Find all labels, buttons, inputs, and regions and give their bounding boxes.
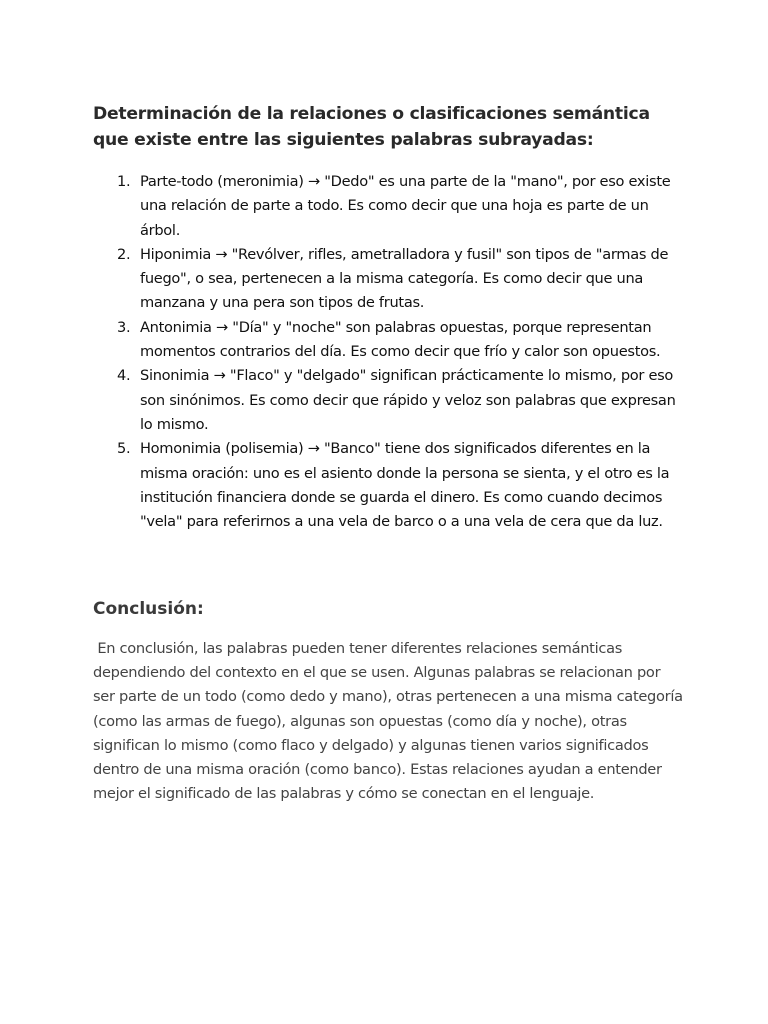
list-item-number: 3. [117,318,131,336]
list-item-text: Parte-todo (meronimia) → "Dedo" es una parte de la "mano", por eso existe una relación de parte a todo. Es como decir que una hoja es parte de un árbol. [140,173,671,239]
list-item [110,170,680,243]
list-item [110,243,680,316]
list-item-number: 5. [117,440,131,458]
list-item [110,364,680,437]
conclusion-heading: Conclusión: [93,599,204,619]
list-item-text: Homonimia (polisemia) → "Banco" tiene dos significados diferentes en la misma oración: uno es el asiento donde la persona se sienta, y el otro es la institución financiera donde se guarda el dinero. Es como cuando decimos "vela" para referirnos a una vela de barco o a una vela de cera que da luz. [140,440,670,531]
list-item-text: Antonimia → "Día" y "noche" son palabras opuestas, porque representan momentos contrarios del día. Es como decir que frío y calor son opuestos. [140,318,661,361]
list-item [110,437,680,534]
semantic-relations-list [110,170,680,534]
list-item-number: 1. [117,173,131,190]
list-item-text: Hiponimia → "Revólver, rifles, ametralladora y fusil" son tipos de "armas de fuego", o sea, pertenecen a la misma categoría. Es como decir que una manzana y una pera son tipos de frutas. [140,245,669,312]
list-item [110,316,680,365]
document-heading: Determinación de la relaciones o clasificaciones semántica que existe entre las siguientes palabras subrayadas: [93,104,650,150]
list-item-number: 4. [117,367,131,385]
conclusion-paragraph: En conclusión, las palabras pueden tener diferentes relaciones semánticas dependiendo del contexto en el que se usen. Algunas palabras se relacionan por ser parte de un todo (como dedo y mano), otras pertenecen a una misma categoría (como las armas de fuego), algunas son opuestas (como día y noche), otras significan lo mismo (como flaco y delgado) y algunas tienen varios significados dentro de una misma oración (como banco). Estas relaciones ayudan a entender mejor el significado de las palabras y cómo se conectan en el lenguaje. [93,640,688,803]
list-item-number: 2. [117,245,131,263]
list-item-text: Sinonimia → "Flaco" y "delgado" significan prácticamente lo mismo, por eso son sinónimos. Es como decir que rápido y veloz son palabras que expresan lo mismo. [140,367,676,433]
